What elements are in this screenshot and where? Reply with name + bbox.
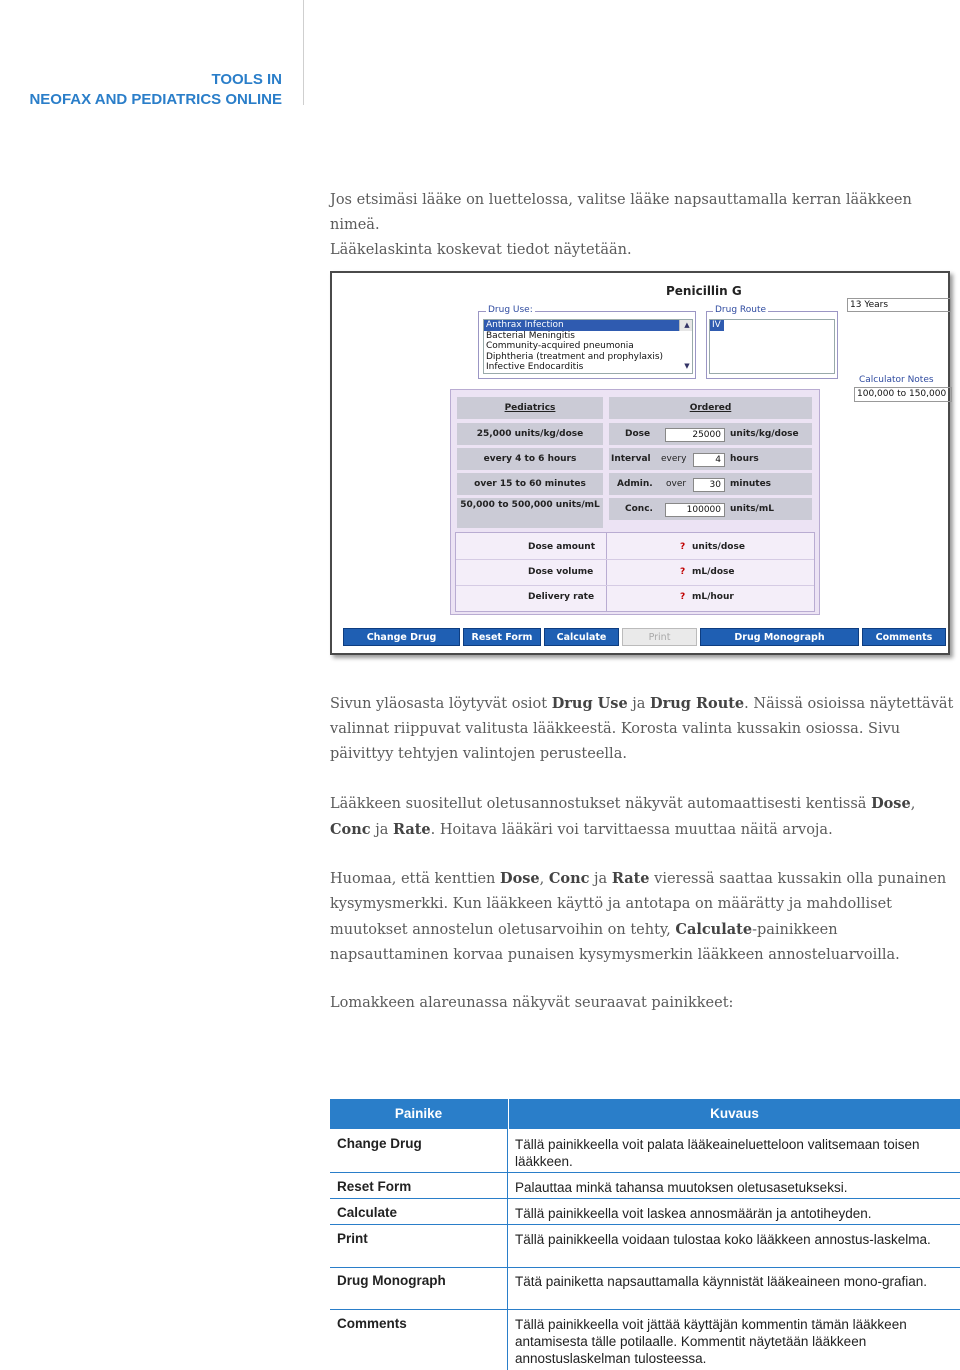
table-row-desc: Tällä painikkeella voit laskea annosmäärän ja antotiheyden. [515, 1206, 872, 1221]
paragraph-default-doses [330, 791, 955, 843]
drug-monograph-button[interactable]: Drug Monograph [700, 628, 859, 646]
dose-volume-question: ? [680, 567, 686, 577]
calculator-notes-label: Calculator Notes [859, 375, 934, 385]
paragraph-question-marks [330, 866, 960, 968]
drug-use-label: Drug Use: [488, 305, 533, 315]
table-row-name: Comments [337, 1316, 407, 1331]
results-row-line [456, 585, 814, 586]
admin-input[interactable]: 30 [693, 478, 725, 492]
table-row-divider [330, 1224, 960, 1225]
table-header-button: Painike [330, 1099, 507, 1129]
print-button[interactable]: Print [622, 628, 697, 646]
ped-admin: over 15 to 60 minutes [457, 473, 603, 495]
p3-term-dose: Dose [500, 870, 540, 887]
p2-text-g: . Hoitava lääkäri voi tarvittaessa muuttaa näitä arvoja. [430, 822, 833, 838]
table-row-desc: Palauttaa minkä tahansa muutoksen oletusasetukseksi. [515, 1180, 848, 1195]
drug-route-label: Drug Route [715, 305, 767, 315]
intro-line-1: Jos etsimäsi lääke on luettelossa, valitse lääke napsauttamalla kerran lääkkeen nimeä. [330, 192, 912, 233]
section-header [29, 70, 282, 110]
p1-term-drug-route: Drug Route [650, 695, 745, 712]
p1-text-e: . Näissä osioissa näytettävät valinnat riippuvat valitusta lääkkeestä. Korosta valinta kussakin osiossa. Sivu päivittyy tehtyjen valintojen perusteella. [330, 696, 954, 762]
scroll-down-icon[interactable]: ▼ [684, 362, 690, 370]
p3-text-c: , [539, 871, 549, 887]
delivery-rate-unit: mL/hour [692, 592, 734, 602]
p1-text-c: ja [627, 696, 651, 712]
calculation-panel [450, 389, 820, 615]
table-row-name: Print [337, 1231, 368, 1246]
interval-input[interactable]: 4 [693, 453, 725, 467]
table-row-name: Reset Form [337, 1179, 412, 1194]
p2-text-c: , [910, 796, 916, 812]
conc-label: Conc. [625, 504, 653, 514]
ordered-dose-row [609, 423, 812, 445]
dose-unit: units/kg/dose [730, 429, 799, 439]
ped-conc: 50,000 to 500,000 units/mL [457, 498, 603, 528]
p1-term-drug-use: Drug Use [551, 695, 628, 712]
header-divider [303, 0, 304, 105]
paragraph-buttons-intro: Lomakkeen alareunassa näkyvät seuraavat painikkeet: [330, 995, 734, 1011]
p2-text-a: Lääkkeen suositellut oletusannostukset näkyvät automaattisesti kentissä [330, 796, 872, 812]
ped-dose: 25,000 units/kg/dose [457, 423, 603, 445]
results-divider [606, 533, 607, 611]
comments-button[interactable]: Comments [862, 628, 946, 646]
drug-use-option[interactable]: Anthrax Infection [484, 320, 692, 331]
intro-paragraph [330, 188, 955, 263]
drug-route-listbox[interactable] [709, 319, 835, 374]
p3-term-calculate: Calculate [675, 921, 753, 938]
table-row-name: Calculate [337, 1205, 398, 1220]
drug-use-option[interactable]: Infective Endocarditis [486, 362, 584, 372]
table-row-desc: Tällä painikkeella voit palata lääkeaineluetteloon valitsemaan toisen lääkkeen. [515, 1137, 920, 1169]
header-line-2: NEOFAX AND PEDIATRICS ONLINE [29, 91, 282, 108]
table-row-desc: Tällä painikkeella voit jättää käyttäjän kommentin tämän lääkkeen antamisesta tälle potilaalle. Kommentit näytetään lääkkeen annostuslaskelman tulosteessa. [515, 1317, 907, 1366]
drug-use-option[interactable]: Bacterial Meningitis [486, 330, 575, 341]
dose-volume-unit: mL/dose [692, 567, 735, 577]
drug-title: Penicillin G [666, 284, 742, 298]
drug-use-listbox[interactable] [483, 319, 693, 374]
table-column-divider [507, 1099, 508, 1370]
interval-prefix: every [661, 454, 687, 464]
table-row-divider [330, 1172, 960, 1173]
intro-line-2: Lääkelaskinta koskevat tiedot näytetään. [330, 242, 632, 258]
table-row-name: Change Drug [337, 1136, 422, 1151]
p3-text-g: vieressä saattaa kussakin olla punainen kysymysmerkki. Kun lääkkeen käyttö ja antotapa on määrätty ja mahdolliset muutokset annostelun oletusarvoihin on tehty, [330, 871, 947, 938]
interval-unit: hours [730, 454, 759, 464]
drug-route-option[interactable]: IV [710, 320, 724, 331]
table-row-desc: Tätä painiketta napsauttamalla käynnistät lääkeaineen mono-grafian. [515, 1274, 928, 1289]
table-header-description: Kuvaus [509, 1099, 960, 1129]
p2-term-conc: Conc [330, 821, 371, 838]
ordered-header: Ordered [609, 397, 812, 419]
ordered-admin-row [609, 473, 812, 495]
buttons-table [330, 1099, 960, 1370]
drug-use-option[interactable]: Community-acquired pneumonia [486, 341, 634, 351]
ordered-conc-row [609, 498, 812, 520]
dose-amount-label: Dose amount [528, 542, 595, 552]
calculator-notes-field: 100,000 to 150,000 [854, 387, 952, 402]
conc-input[interactable]: 100000 [665, 503, 725, 517]
calculator-screenshot [330, 271, 950, 655]
table-row-divider [330, 1267, 960, 1268]
drug-use-scrollbar[interactable] [679, 320, 692, 370]
ordered-interval-row [609, 448, 812, 470]
p2-term-rate: Rate [392, 821, 431, 838]
interval-label: Interval [611, 454, 651, 464]
admin-label: Admin. [617, 479, 653, 489]
reset-form-button[interactable]: Reset Form [463, 628, 541, 646]
p2-text-e: ja [370, 822, 393, 838]
table-row-name: Drug Monograph [337, 1273, 446, 1288]
conc-unit: units/mL [730, 504, 774, 514]
delivery-rate-question: ? [680, 592, 686, 602]
calculate-button[interactable]: Calculate [544, 628, 619, 646]
p1-text-a: Sivun yläosasta löytyvät osiot [330, 696, 552, 712]
dose-amount-unit: units/dose [692, 542, 745, 552]
ped-interval: every 4 to 6 hours [457, 448, 603, 470]
age-field[interactable]: 13 Years [847, 298, 951, 312]
p3-term-conc: Conc [548, 870, 590, 887]
dose-amount-question: ? [680, 542, 686, 552]
p3-text-i: -painikkeen napsauttaminen korvaa punaisen kysymysmerkin lääkkeen annosteluarvoilla. [330, 922, 900, 963]
change-drug-button[interactable]: Change Drug [343, 628, 460, 646]
p2-term-dose: Dose [871, 795, 911, 812]
admin-unit: minutes [730, 479, 772, 489]
dose-volume-label: Dose volume [528, 567, 594, 577]
pediatrics-header: Pediatrics [457, 397, 603, 419]
dose-input[interactable]: 25000 [665, 428, 725, 442]
table-row-divider [330, 1198, 960, 1199]
delivery-rate-label: Delivery rate [528, 592, 595, 602]
dose-label: Dose [625, 429, 651, 439]
scroll-up-icon[interactable]: ▲ [684, 321, 690, 329]
drug-use-option[interactable]: Diphtheria (treatment and prophylaxis) [486, 351, 664, 362]
results-box [455, 532, 815, 612]
header-line-1: TOOLS IN [211, 71, 282, 88]
p3-text-e: ja [589, 871, 612, 887]
admin-prefix: over [666, 479, 687, 489]
table-row-desc: Tällä painikkeella voidaan tulostaa koko lääkkeen annostus-laskelma. [515, 1232, 931, 1247]
p3-text-a: Huomaa, että kenttien [330, 871, 500, 887]
table-row-divider [330, 1309, 960, 1310]
results-row-line [456, 559, 814, 560]
paragraph-drug-sections [330, 691, 955, 767]
p3-term-rate: Rate [611, 870, 650, 887]
